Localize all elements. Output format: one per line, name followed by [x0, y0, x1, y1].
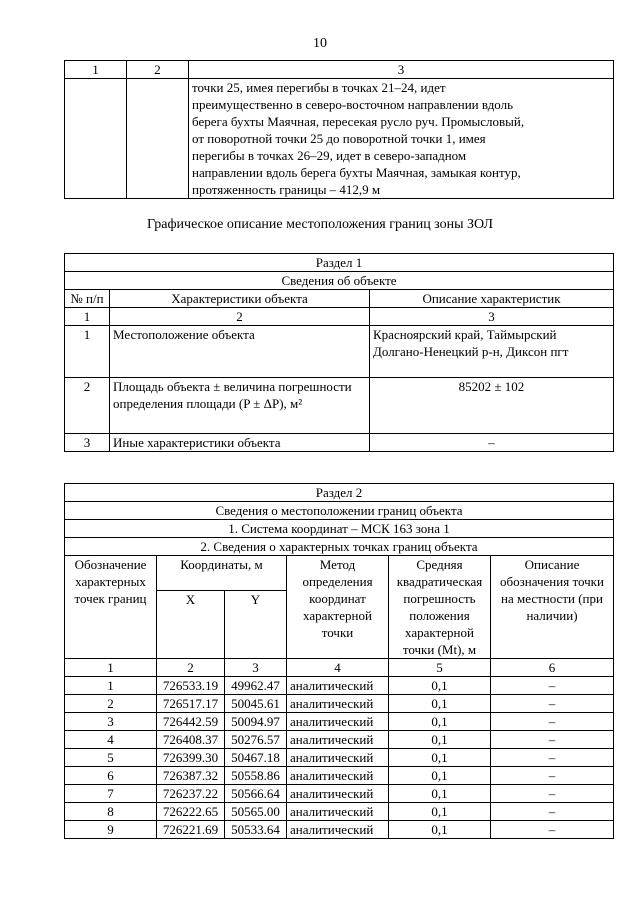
row-number: 3	[65, 434, 110, 452]
section1-title: Раздел 1	[65, 254, 614, 272]
col-header-error: Средняя квадратическая погрешность положения характерной точки (Mt), м	[389, 556, 491, 659]
num-cell: 3	[225, 659, 287, 677]
method: аналитический	[287, 803, 389, 821]
row-characteristic: Иные характеристики объекта	[110, 434, 370, 452]
coordinate-system: 1. Система координат – МСК 163 зона 1	[65, 520, 614, 538]
header-cell-3: 3	[189, 61, 614, 79]
row-characteristic: Местоположение объекта	[110, 326, 370, 378]
section-title: Графическое описание местоположения границ зоны ЗОЛ	[147, 217, 493, 232]
point-id: 2	[65, 695, 157, 713]
point-id: 9	[65, 821, 157, 839]
num-cell: 4	[287, 659, 389, 677]
empty-cell	[65, 79, 127, 199]
coord-x: 726387.32	[157, 767, 225, 785]
point-description: –	[491, 803, 614, 821]
coord-y: 50276.57	[225, 731, 287, 749]
point-description: –	[491, 677, 614, 695]
coord-x: 726399.30	[157, 749, 225, 767]
coord-x: 726237.22	[157, 785, 225, 803]
col-header-no: № п/п	[65, 290, 110, 308]
text-line: берега бухты Маячная, пересекая русло руч. Промысловый,	[192, 114, 525, 129]
coord-x: 726221.69	[157, 821, 225, 839]
row-description: –	[370, 434, 614, 452]
point-description: –	[491, 713, 614, 731]
error: 0,1	[389, 713, 491, 731]
col-header-coords: Координаты, м	[157, 556, 287, 591]
method: аналитический	[287, 731, 389, 749]
point-id: 1	[65, 677, 157, 695]
coord-y: 50558.86	[225, 767, 287, 785]
num-cell: 2	[157, 659, 225, 677]
coord-y: 50467.18	[225, 749, 287, 767]
method: аналитический	[287, 767, 389, 785]
text-line: от поворотной точки 25 до поворотной точки 1, имея	[192, 131, 486, 146]
num-cell: 1	[65, 659, 157, 677]
table-row	[65, 767, 614, 785]
coord-x: 726408.37	[157, 731, 225, 749]
coord-y: 49962.47	[225, 677, 287, 695]
table-row	[65, 785, 614, 803]
point-id: 8	[65, 803, 157, 821]
coord-y: 50565.00	[225, 803, 287, 821]
method: аналитический	[287, 821, 389, 839]
section2-title: Раздел 2	[65, 484, 614, 502]
col-header-method: Метод определения координат характерной точки	[287, 556, 389, 659]
row-characteristic: Площадь объекта ± величина погрешности определения площади (P ± ΔP), м²	[110, 378, 370, 434]
method: аналитический	[287, 677, 389, 695]
table-row	[65, 803, 614, 821]
point-id: 6	[65, 767, 157, 785]
col-header-characteristics: Характеристики объекта	[110, 290, 370, 308]
num-cell: 2	[110, 308, 370, 326]
num-cell: 3	[370, 308, 614, 326]
points-body	[65, 677, 614, 839]
coord-y: 50094.97	[225, 713, 287, 731]
method: аналитический	[287, 695, 389, 713]
error: 0,1	[389, 695, 491, 713]
num-cell: 5	[389, 659, 491, 677]
error: 0,1	[389, 803, 491, 821]
point-description: –	[491, 821, 614, 839]
coord-y: 50045.61	[225, 695, 287, 713]
row-description: Красноярский край, Таймырский Долгано-Ненецкий р-н, Диксон пгт	[370, 326, 614, 378]
section2-subtitle: Сведения о местоположении границ объекта	[65, 502, 614, 520]
col-header-point: Обозначение характерных точек границ	[65, 556, 157, 659]
row-number: 1	[65, 326, 110, 378]
error: 0,1	[389, 821, 491, 839]
row-description: 85202 ± 102	[370, 378, 614, 434]
method: аналитический	[287, 749, 389, 767]
point-id: 4	[65, 731, 157, 749]
row-number: 2	[65, 378, 110, 434]
col-header-y: Y	[225, 591, 287, 659]
method: аналитический	[287, 713, 389, 731]
point-description: –	[491, 767, 614, 785]
section1-subtitle: Сведения об объекте	[65, 272, 614, 290]
col-header-description: Описание характеристик	[370, 290, 614, 308]
num-cell: 1	[65, 308, 110, 326]
text-line: протяженность границы – 412,9 м	[192, 182, 381, 197]
coord-x: 726442.59	[157, 713, 225, 731]
points-title: 2. Сведения о характерных точках границ объекта	[65, 538, 614, 556]
continuation-table	[64, 60, 614, 199]
coord-x: 726222.65	[157, 803, 225, 821]
error: 0,1	[389, 731, 491, 749]
section1-table	[64, 253, 614, 452]
page-number: 10	[313, 36, 327, 51]
coord-y: 50533.64	[225, 821, 287, 839]
point-id: 3	[65, 713, 157, 731]
empty-cell	[127, 79, 189, 199]
point-description: –	[491, 731, 614, 749]
num-cell: 6	[491, 659, 614, 677]
text-line: направлении вдоль берега бухты Маячная, замыкая контур,	[192, 165, 521, 180]
point-description: –	[491, 785, 614, 803]
point-description: –	[491, 749, 614, 767]
text-line: преимущественно в северо-восточном направлении вдоль	[192, 97, 514, 112]
error: 0,1	[389, 749, 491, 767]
table-row	[65, 821, 614, 839]
point-description: –	[491, 695, 614, 713]
text-line: перегибы в точках 26–29, идет в северо-западном	[192, 148, 467, 163]
error: 0,1	[389, 677, 491, 695]
section2-table	[64, 483, 614, 839]
error: 0,1	[389, 767, 491, 785]
table-row	[65, 713, 614, 731]
method: аналитический	[287, 785, 389, 803]
table-row	[65, 731, 614, 749]
coord-y: 50566.64	[225, 785, 287, 803]
header-cell-2: 2	[127, 61, 189, 79]
text-line: точки 25, имея перегибы в точках 21–24, идет	[192, 80, 446, 95]
error: 0,1	[389, 785, 491, 803]
coord-x: 726533.19	[157, 677, 225, 695]
point-id: 5	[65, 749, 157, 767]
coord-x: 726517.17	[157, 695, 225, 713]
col-header-description: Описание обозначения точки на местности (при наличии)	[491, 556, 614, 659]
table-row	[65, 749, 614, 767]
header-cell-1: 1	[65, 61, 127, 79]
col-header-x: X	[157, 591, 225, 659]
point-id: 7	[65, 785, 157, 803]
table-row	[65, 677, 614, 695]
table-row	[65, 695, 614, 713]
boundary-description	[189, 79, 614, 199]
